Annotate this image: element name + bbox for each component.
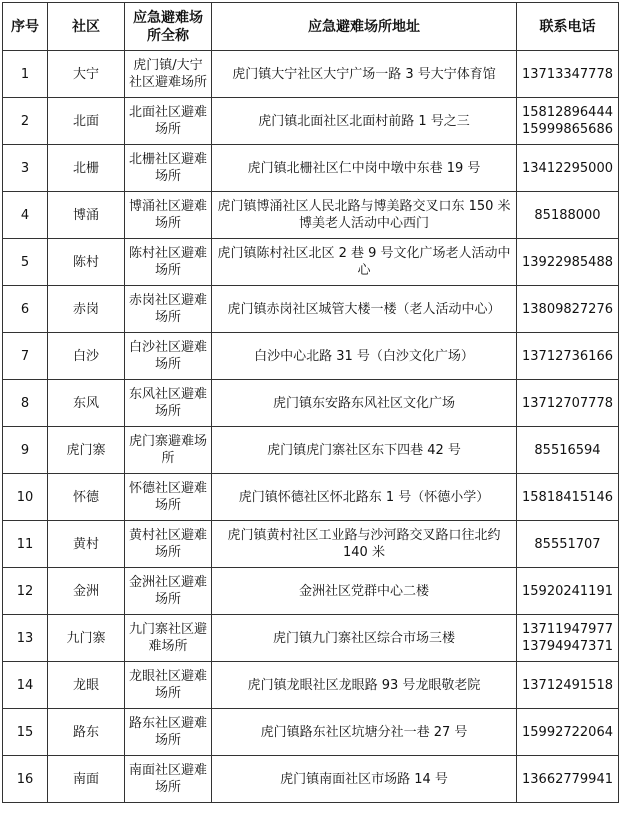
index-cell: 12 [3,568,48,615]
index-cell: 10 [3,474,48,521]
full-name-cell: 龙眼社区避难场所 [125,662,212,709]
phone-cell [517,615,619,662]
phone-cell [517,333,619,380]
community-cell: 赤岗 [48,286,125,333]
phone-number: 13794947371 [522,639,613,654]
index-cell: 8 [3,380,48,427]
index-cell: 6 [3,286,48,333]
index-cell: 9 [3,427,48,474]
phone-number: 13713347778 [522,66,613,82]
table-row [3,709,619,756]
phone-number: 85516594 [534,442,601,458]
index-cell: 7 [3,333,48,380]
table-row [3,380,619,427]
community-cell: 虎门寨 [48,427,125,474]
phone-cell [517,239,619,286]
phone-cell [517,286,619,333]
community-cell: 北面 [48,98,125,145]
table-row [3,286,619,333]
phone-number: 13712707778 [522,395,613,411]
address-cell: 虎门镇东安路东风社区文化广场 [212,380,517,427]
community-cell: 龙眼 [48,662,125,709]
phone-cell [517,709,619,756]
community-cell: 怀德 [48,474,125,521]
full-name-cell: 陈村社区避难场所 [125,239,212,286]
index-cell: 1 [3,51,48,98]
phone-cell [517,145,619,192]
address-cell: 虎门镇北面社区北面村前路 1 号之三 [212,98,517,145]
phone-cell [517,192,619,239]
header-community: 社区 [48,3,125,51]
phone-number: 13712491518 [522,677,613,693]
table-row [3,192,619,239]
phone-number: 15812896444 [522,105,613,120]
address-cell: 白沙中心北路 31 号（白沙文化广场） [212,333,517,380]
address-cell: 虎门镇赤岗社区城管大楼一楼（老人活动中心） [212,286,517,333]
phone-number: 15920241191 [522,583,613,599]
community-cell: 白沙 [48,333,125,380]
phone-number: 15818415146 [522,489,613,505]
index-cell: 13 [3,615,48,662]
phone-number: 13712736166 [522,348,613,364]
header-row [3,3,619,51]
table-row [3,51,619,98]
header-address: 应急避难场所地址 [212,3,517,51]
phone-number: 85188000 [534,207,601,223]
address-cell: 虎门镇怀德社区怀北路东 1 号（怀德小学） [212,474,517,521]
address-cell: 虎门镇博涌社区人民北路与博美路交叉口东 150 米博美老人活动中心西门 [212,192,517,239]
phone-cell [517,380,619,427]
header-index: 序号 [3,3,48,51]
header-phone: 联系电话 [517,3,619,51]
table-row [3,756,619,803]
full-name-cell: 北面社区避难场所 [125,98,212,145]
shelter-table [2,2,619,803]
phone-number: 13809827276 [522,301,613,317]
phone-number: 15999865686 [522,122,613,137]
full-name-cell: 博涌社区避难场所 [125,192,212,239]
full-name-cell: 白沙社区避难场所 [125,333,212,380]
community-cell: 东风 [48,380,125,427]
address-cell: 虎门镇虎门寨社区东下四巷 42 号 [212,427,517,474]
index-cell: 3 [3,145,48,192]
community-cell: 大宁 [48,51,125,98]
table-row [3,568,619,615]
address-cell: 虎门镇龙眼社区龙眼路 93 号龙眼敬老院 [212,662,517,709]
community-cell: 路东 [48,709,125,756]
full-name-cell: 北栅社区避难场所 [125,145,212,192]
full-name-cell: 路东社区避难场所 [125,709,212,756]
table-body [3,51,619,803]
table-row [3,98,619,145]
header-full-name: 应急避难场所全称 [125,3,212,51]
table-row [3,145,619,192]
full-name-cell: 东风社区避难场所 [125,380,212,427]
full-name-cell: 九门寨社区避难场所 [125,615,212,662]
phone-number: 85551707 [534,536,601,552]
phone-number: 15992722064 [522,724,613,740]
phone-number: 13711947977 [522,622,613,637]
address-cell: 虎门镇路东社区坑塘分社一巷 27 号 [212,709,517,756]
full-name-cell: 虎门寨避难场所 [125,427,212,474]
table-row [3,427,619,474]
index-cell: 14 [3,662,48,709]
address-cell: 虎门镇黄村社区工业路与沙河路交叉路口往北约 140 米 [212,521,517,568]
phone-cell [517,756,619,803]
community-cell: 九门寨 [48,615,125,662]
index-cell: 2 [3,98,48,145]
community-cell: 金洲 [48,568,125,615]
address-cell: 虎门镇北栅社区仁中岗中墩中东巷 19 号 [212,145,517,192]
address-cell: 虎门镇南面社区市场路 14 号 [212,756,517,803]
address-cell: 虎门镇大宁社区大宁广场一路 3 号大宁体育馆 [212,51,517,98]
phone-cell [517,568,619,615]
phone-cell [517,427,619,474]
address-cell: 虎门镇九门寨社区综合市场三楼 [212,615,517,662]
community-cell: 南面 [48,756,125,803]
table-row [3,333,619,380]
phone-cell [517,98,619,145]
table-row [3,615,619,662]
full-name-cell: 虎门镇/大宁社区避难场所 [125,51,212,98]
full-name-cell: 金洲社区避难场所 [125,568,212,615]
index-cell: 11 [3,521,48,568]
phone-cell [517,521,619,568]
index-cell: 15 [3,709,48,756]
table-row [3,662,619,709]
table-row [3,474,619,521]
index-cell: 4 [3,192,48,239]
community-cell: 北栅 [48,145,125,192]
phone-number: 13922985488 [522,254,613,270]
phone-number: 13662779941 [522,771,613,787]
index-cell: 16 [3,756,48,803]
address-cell: 虎门镇陈村社区北区 2 巷 9 号文化广场老人活动中心 [212,239,517,286]
full-name-cell: 南面社区避难场所 [125,756,212,803]
full-name-cell: 赤岗社区避难场所 [125,286,212,333]
address-cell: 金洲社区党群中心二楼 [212,568,517,615]
phone-cell [517,51,619,98]
phone-number: 13412295000 [522,160,613,176]
phone-cell [517,474,619,521]
table-row [3,521,619,568]
table-row [3,239,619,286]
community-cell: 博涌 [48,192,125,239]
community-cell: 陈村 [48,239,125,286]
phone-cell [517,662,619,709]
full-name-cell: 怀德社区避难场所 [125,474,212,521]
full-name-cell: 黄村社区避难场所 [125,521,212,568]
index-cell: 5 [3,239,48,286]
community-cell: 黄村 [48,521,125,568]
